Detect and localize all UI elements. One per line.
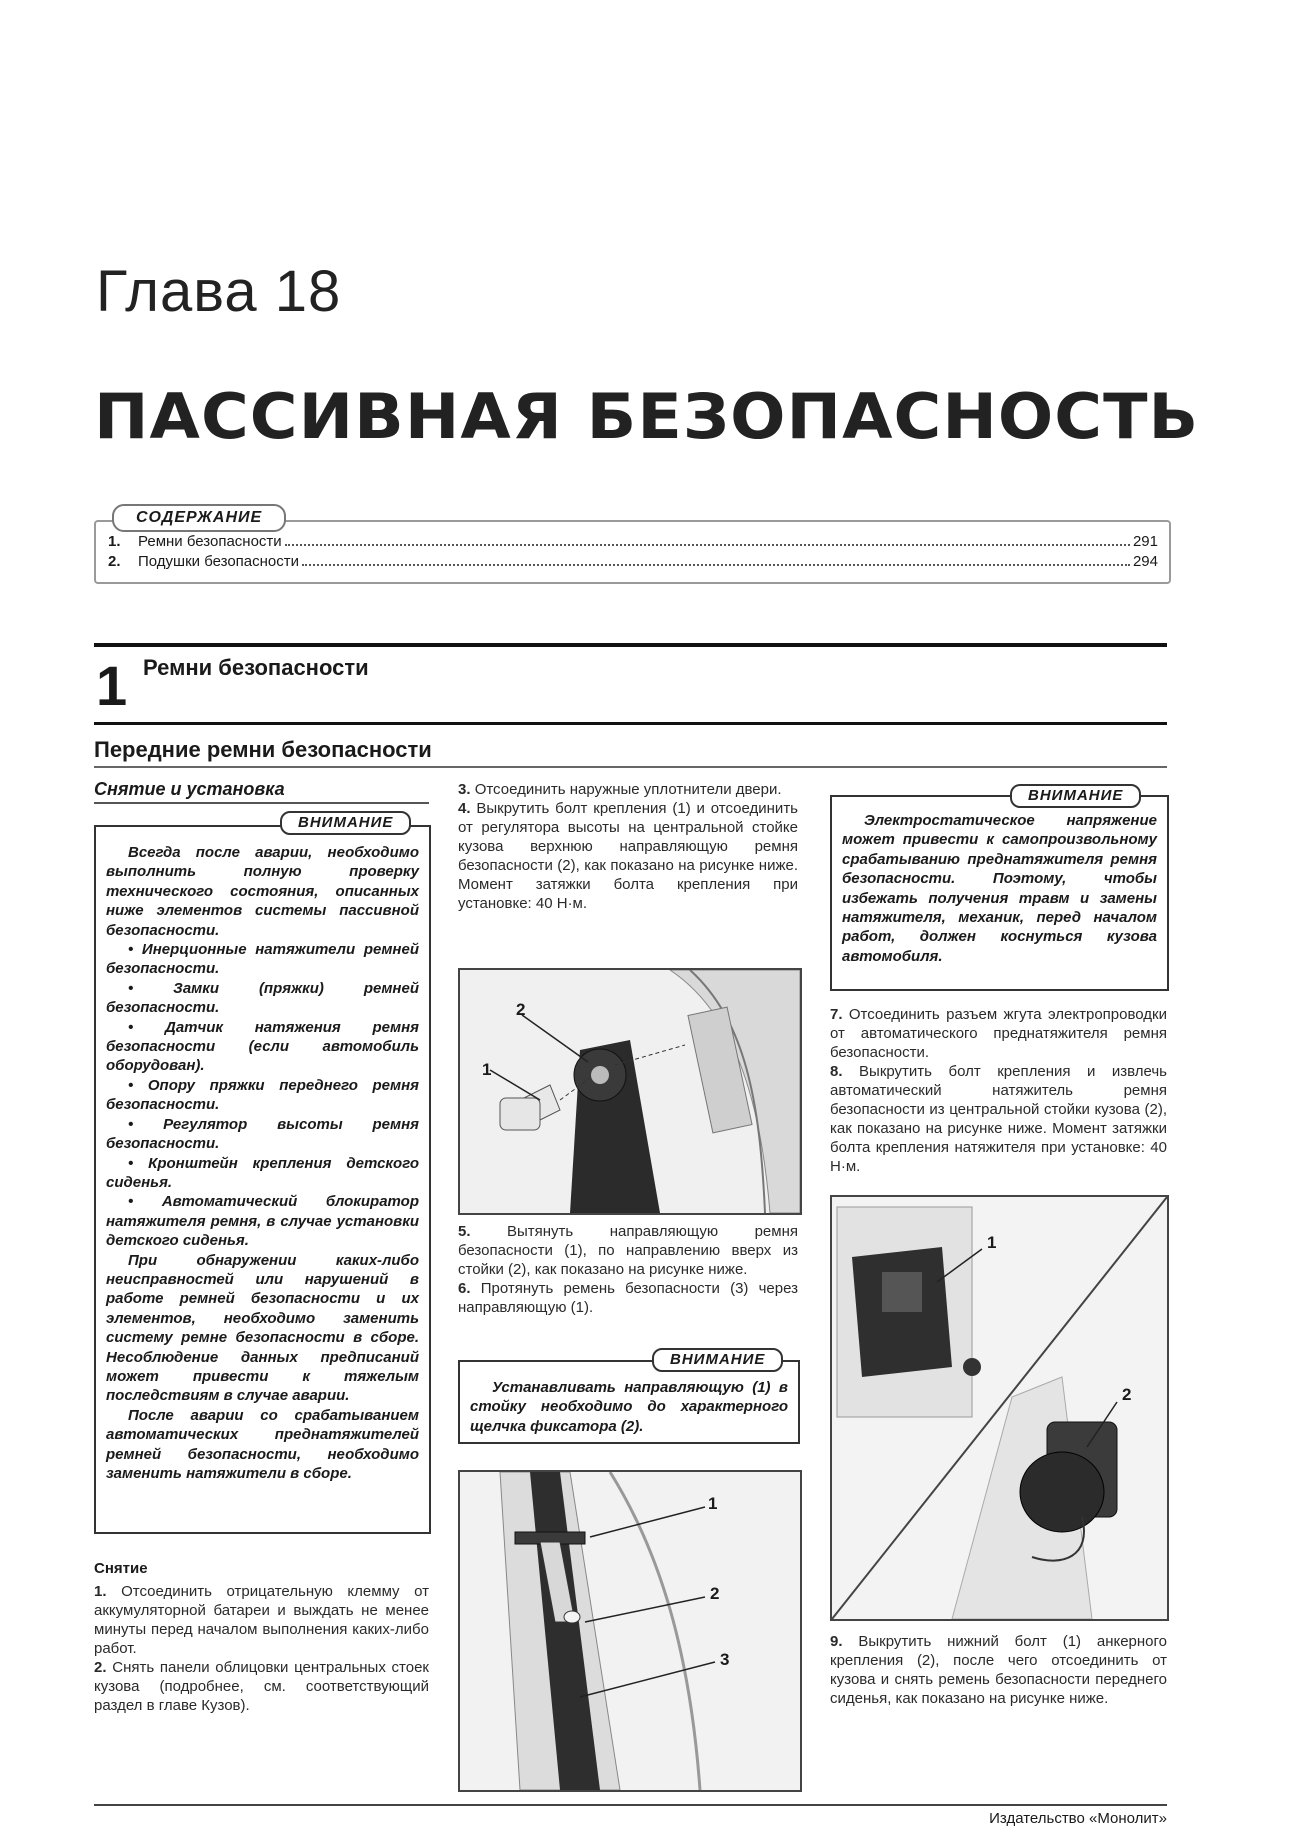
contents-heading: СОДЕРЖАНИЕ xyxy=(112,504,286,532)
toc-item[interactable] xyxy=(108,533,1158,550)
warning-1-bullet: • Автоматический блокиратор натяжителя ремня, в случае установки детского сиденья. xyxy=(106,1193,419,1250)
step-text: Вытянуть направляющую ремня безопасности (1), по направлению вверх из стойки (2), как показано на рисунке ниже. xyxy=(458,1223,798,1278)
callout-1: 1 xyxy=(987,1233,997,1252)
chapter-title: ПАССИВНАЯ БЕЗОПАСНОСТЬ xyxy=(94,380,1200,453)
subsection-title: Передние ремни безопасности xyxy=(94,737,432,762)
subsection-rule xyxy=(94,766,1167,768)
step-number: 1. xyxy=(94,1583,107,1600)
callout-1: 1 xyxy=(482,1060,492,1079)
step-number: 5. xyxy=(458,1223,471,1240)
steps-right-bottom xyxy=(830,1632,1167,1708)
warning-1-bullet: • Опору пряжки переднего ремня безопасности. xyxy=(106,1076,419,1114)
figure-guide-pillar xyxy=(458,1470,802,1792)
warning-1-para: Всегда после аварии, необходимо выполнить полную проверку технического состояния, описанных ниже элементов системы пассивной безопасности. xyxy=(106,844,419,939)
warning-1-bullet: • Инерционные натяжители ремней безопасности. xyxy=(106,941,419,978)
step-text: Отсоединить наружные уплотнители двери. xyxy=(474,781,782,798)
section-title: Ремни безопасности xyxy=(143,655,369,680)
removal-sub-heading: Снятие xyxy=(94,1560,148,1577)
step-number: 4. xyxy=(458,800,471,817)
step-number: 7. xyxy=(830,1006,843,1023)
step-text: Выкрутить болт крепления (1) и отсоединить от регулятора высоты на центральной стойке кузова верхнюю направляющую ремня безопасности (2), как показано на рисунке ниже. Момент затяжки болта крепления при установке: 40 Н·м. xyxy=(458,800,798,912)
figure-pretensioner-drawing xyxy=(832,1197,1167,1619)
figure-bolt-guide xyxy=(458,968,802,1215)
warning-1-para: После аварии со срабатыванием автоматических преднатяжителей ремней безопасности, необходимо заменить натяжители в сборе. xyxy=(106,1406,419,1482)
publisher-footer: Издательство «Монолит» xyxy=(989,1810,1167,1827)
toc-item-page: 294 xyxy=(1132,553,1158,570)
warning-box-2 xyxy=(458,1360,800,1444)
steps-right xyxy=(830,1005,1167,1176)
callout-2: 2 xyxy=(1122,1385,1132,1404)
steps-mid-bottom xyxy=(458,1222,798,1317)
step-text: Выкрутить нижний болт (1) анкерного крепления (2), после чего отсоединить от кузова и снять ремень безопасности переднего сиденья, как показано на рисунке ниже. xyxy=(830,1633,1168,1707)
step-number: 6. xyxy=(458,1280,471,1297)
warning-3-para: Электростатическое напряжение может привести к самопроизвольному срабатыванию преднатяжителя ремня безопасности. Поэтому, чтобы избежать получения травм и замены натяжителя, механик, перед началом работ, должен коснуться кузова автомобиля. xyxy=(842,812,1157,965)
step-text: Снять панели облицовки центральных стоек кузова (подробнее, см. соответствующий раздел в главе Кузов). xyxy=(94,1659,429,1714)
warning-box-3 xyxy=(830,795,1169,991)
toc-item-num: 1. xyxy=(108,533,121,550)
warning-1-bullet: • Кронштейн крепления детского сиденья. xyxy=(106,1154,419,1191)
footer-rule xyxy=(94,1804,1167,1806)
warning-box-1 xyxy=(94,825,431,1534)
figure-bolt-guide-drawing xyxy=(460,970,800,1213)
removal-heading-rule xyxy=(94,802,429,804)
step-text: Выкрутить болт крепления и извлечь автоматический натяжитель ремня безопасности из центральной стойки кузова (2), как показано на рисунке ниже. Момент затяжки болта крепления натяжителя при установке: 40 Н·м. xyxy=(830,1063,1167,1175)
step-number: 9. xyxy=(830,1633,843,1650)
section-rule-bottom xyxy=(94,722,1167,725)
step-text: Отсоединить разъем жгута электропроводки от автоматического преднатяжителя ремня безопасности. xyxy=(830,1006,1167,1061)
steps-left xyxy=(94,1582,429,1715)
removal-heading: Снятие и установка xyxy=(94,779,285,799)
toc-item-page: 291 xyxy=(1132,533,1158,550)
steps-mid-top xyxy=(458,780,798,913)
warning-3-label: ВНИМАНИЕ xyxy=(1010,784,1141,808)
toc-item[interactable] xyxy=(108,553,1158,570)
step-number: 3. xyxy=(458,781,471,798)
step-number: 2. xyxy=(94,1659,107,1676)
step-text: Протянуть ремень безопасности (3) через направляющую (1). xyxy=(458,1280,798,1316)
callout-2: 2 xyxy=(710,1584,720,1603)
toc-item-title: Подушки безопасности xyxy=(138,553,300,570)
warning-1-bullet: • Замки (пряжки) ремней безопасности. xyxy=(106,979,419,1017)
section-rule-top xyxy=(94,643,1167,647)
warning-1-text xyxy=(106,843,419,1483)
warning-2-para: Устанавливать направляющую (1) в стойку необходимо до характерного щелчка фиксатора (2). xyxy=(470,1379,788,1435)
step-text: Отсоединить отрицательную клемму от аккумуляторной батареи и выждать не менее минуты перед началом выполнения каких-либо работ. xyxy=(94,1583,429,1657)
warning-1-bullet: • Датчик натяжения ремня безопасности (если автомобиль оборудован). xyxy=(106,1018,419,1075)
warning-1-label: ВНИМАНИЕ xyxy=(280,811,411,835)
toc-leader xyxy=(302,564,1130,566)
warning-3-text xyxy=(842,811,1157,966)
warning-1-para: При обнаружении каких-либо неисправностей или нарушений в работе ремней безопасности и их элементов, необходимо заменить систему ремне безопасности в сборе. Несоблюдение данных предписаний может привести к тяжелым последствиям в случае аварии. xyxy=(106,1251,419,1405)
callout-1: 1 xyxy=(708,1494,718,1513)
figure-pretensioner xyxy=(830,1195,1169,1621)
warning-1-bullet: • Регулятор высоты ремня безопасности. xyxy=(106,1115,419,1153)
chapter-label: Глава 18 xyxy=(96,259,342,324)
callout-3: 3 xyxy=(720,1650,730,1669)
toc-item-num: 2. xyxy=(108,553,121,570)
warning-2-label: ВНИМАНИЕ xyxy=(652,1348,783,1372)
toc-item-title: Ремни безопасности xyxy=(138,533,282,550)
figure-guide-pillar-drawing xyxy=(460,1472,800,1790)
section-number: 1 xyxy=(96,654,128,717)
toc-leader xyxy=(285,544,1130,546)
step-number: 8. xyxy=(830,1063,843,1080)
callout-2: 2 xyxy=(516,1000,526,1019)
warning-2-text xyxy=(470,1378,788,1436)
